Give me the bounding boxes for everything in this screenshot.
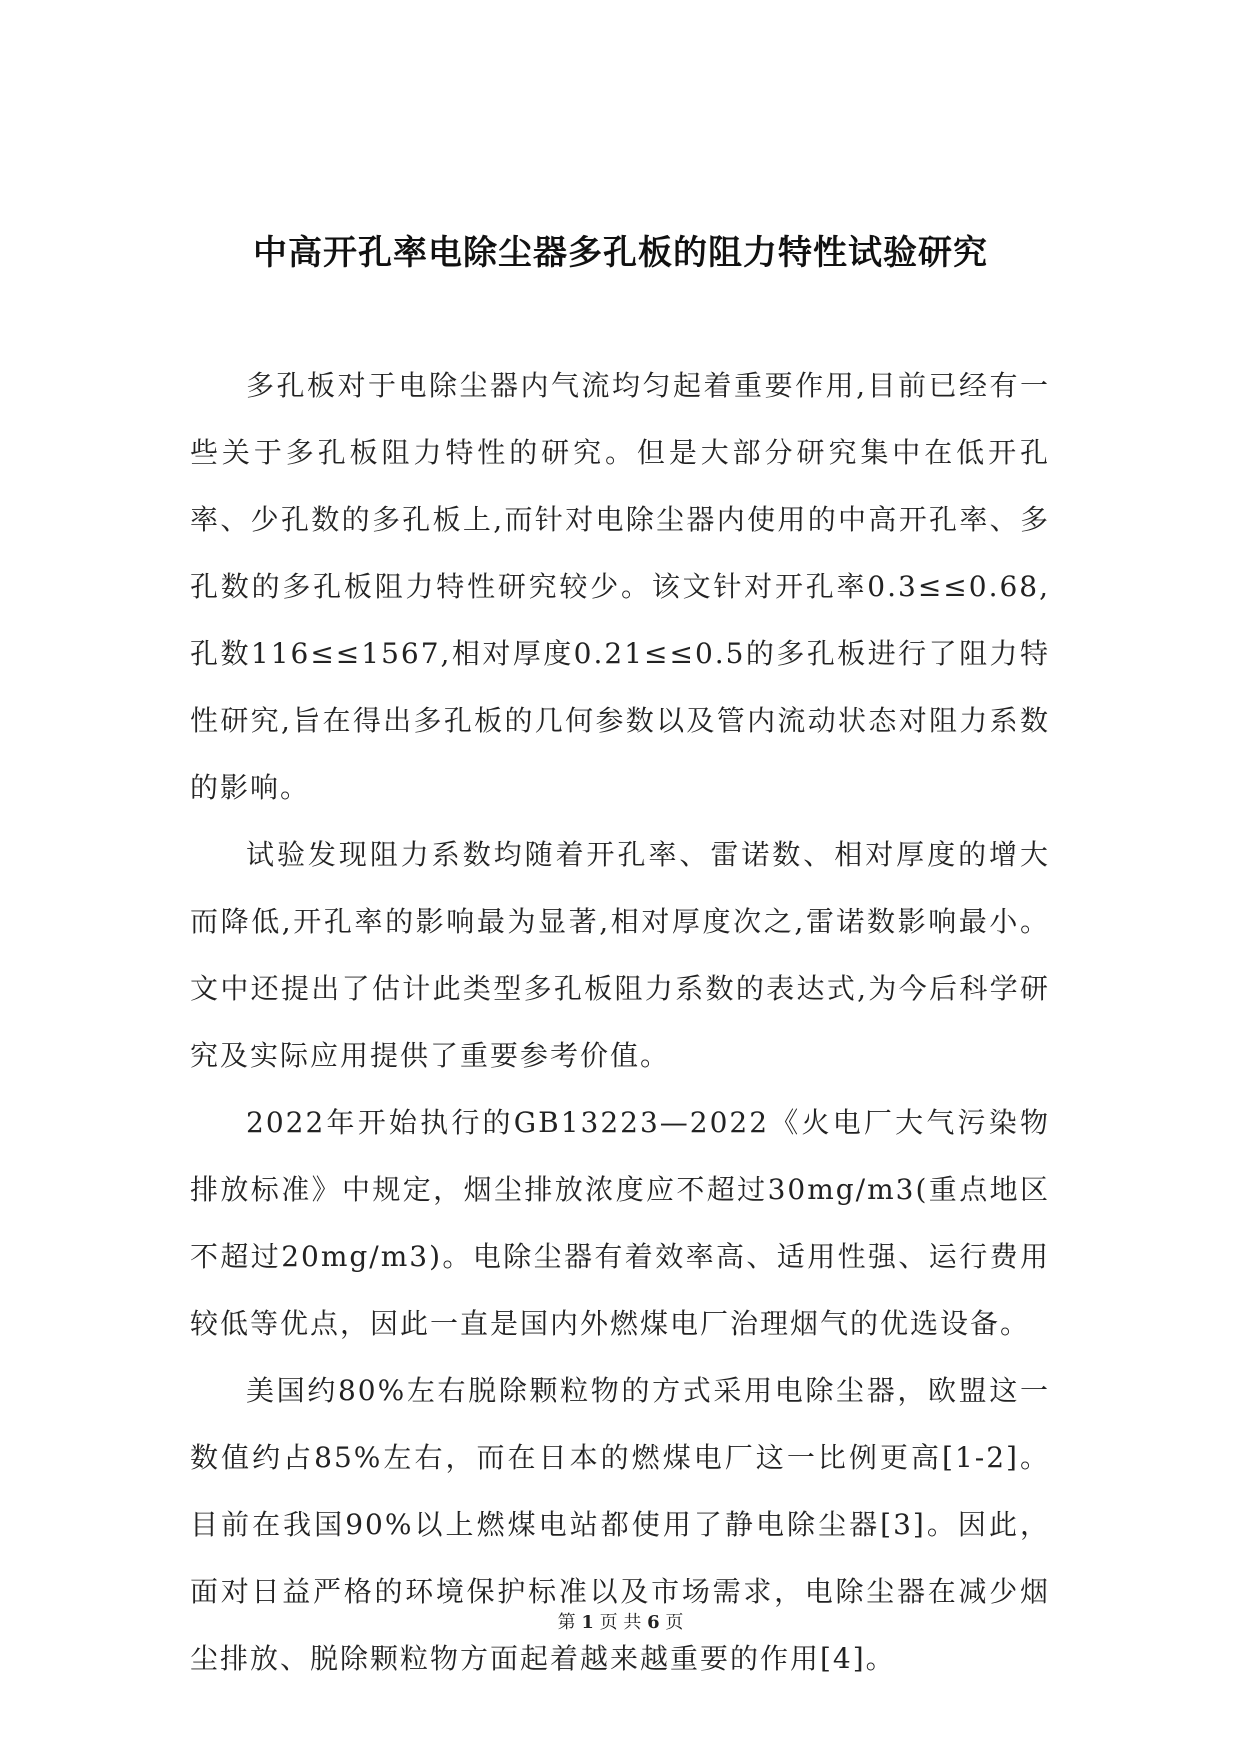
footer-suffix: 页	[665, 1612, 684, 1633]
document-body	[190, 352, 1050, 1692]
paragraph-2: 试验发现阻力系数均随着开孔率、雷诺数、相对厚度的增大而降低,开孔率的影响最为显著,相对厚度次之,雷诺数影响最小。文中还提出了估计此类型多孔板阻力系数的表达式,为今后科学研究及实际应用提供了重要参考价值。	[190, 838, 1050, 1072]
paragraph-3: 2022年开始执行的GB13223—2022《火电厂大气污染物排放标准》中规定，烟尘排放浓度应不超过30mg/m3(重点地区不超过20mg/m3)。电除尘器有着效率高、适用性强、运行费用较低等优点，因此一直是国内外燃煤电厂治理烟气的优选设备。	[190, 1106, 1050, 1340]
page-footer	[0, 1608, 1241, 1634]
paragraph-1: 多孔板对于电除尘器内气流均匀起着重要作用,目前已经有一些关于多孔板阻力特性的研究。但是大部分研究集中在低开孔率、少孔数的多孔板上,而针对电除尘器内使用的中高开孔率、多孔数的多孔板阻力特性研究较少。该文针对开孔率0.3≤≤0.68,孔数116≤≤1567,相对厚度0.21≤≤0.5的多孔板进行了阻力特性研究,旨在得出多孔板的几何参数以及管内流动状态对阻力系数的影响。	[190, 369, 1050, 804]
paragraph-4: 美国约80%左右脱除颗粒物的方式采用电除尘器，欧盟这一数值约占85%左右，而在日本的燃煤电厂这一比例更高[1-2]。目前在我国90%以上燃煤电站都使用了静电除尘器[3]。因此，面对日益严格的环境保护标准以及市场需求，电除尘器在减少烟尘排放、脱除颗粒物方面起着越来越重要的作用[4]。	[190, 1374, 1050, 1675]
footer-middle: 页 共	[599, 1612, 642, 1633]
document-title: 中高开孔率电除尘器多孔板的阻力特性试验研究	[253, 233, 988, 273]
footer-prefix: 第	[557, 1612, 576, 1633]
footer-current-page: 1	[581, 1612, 594, 1633]
footer-total-pages: 6	[647, 1612, 660, 1633]
